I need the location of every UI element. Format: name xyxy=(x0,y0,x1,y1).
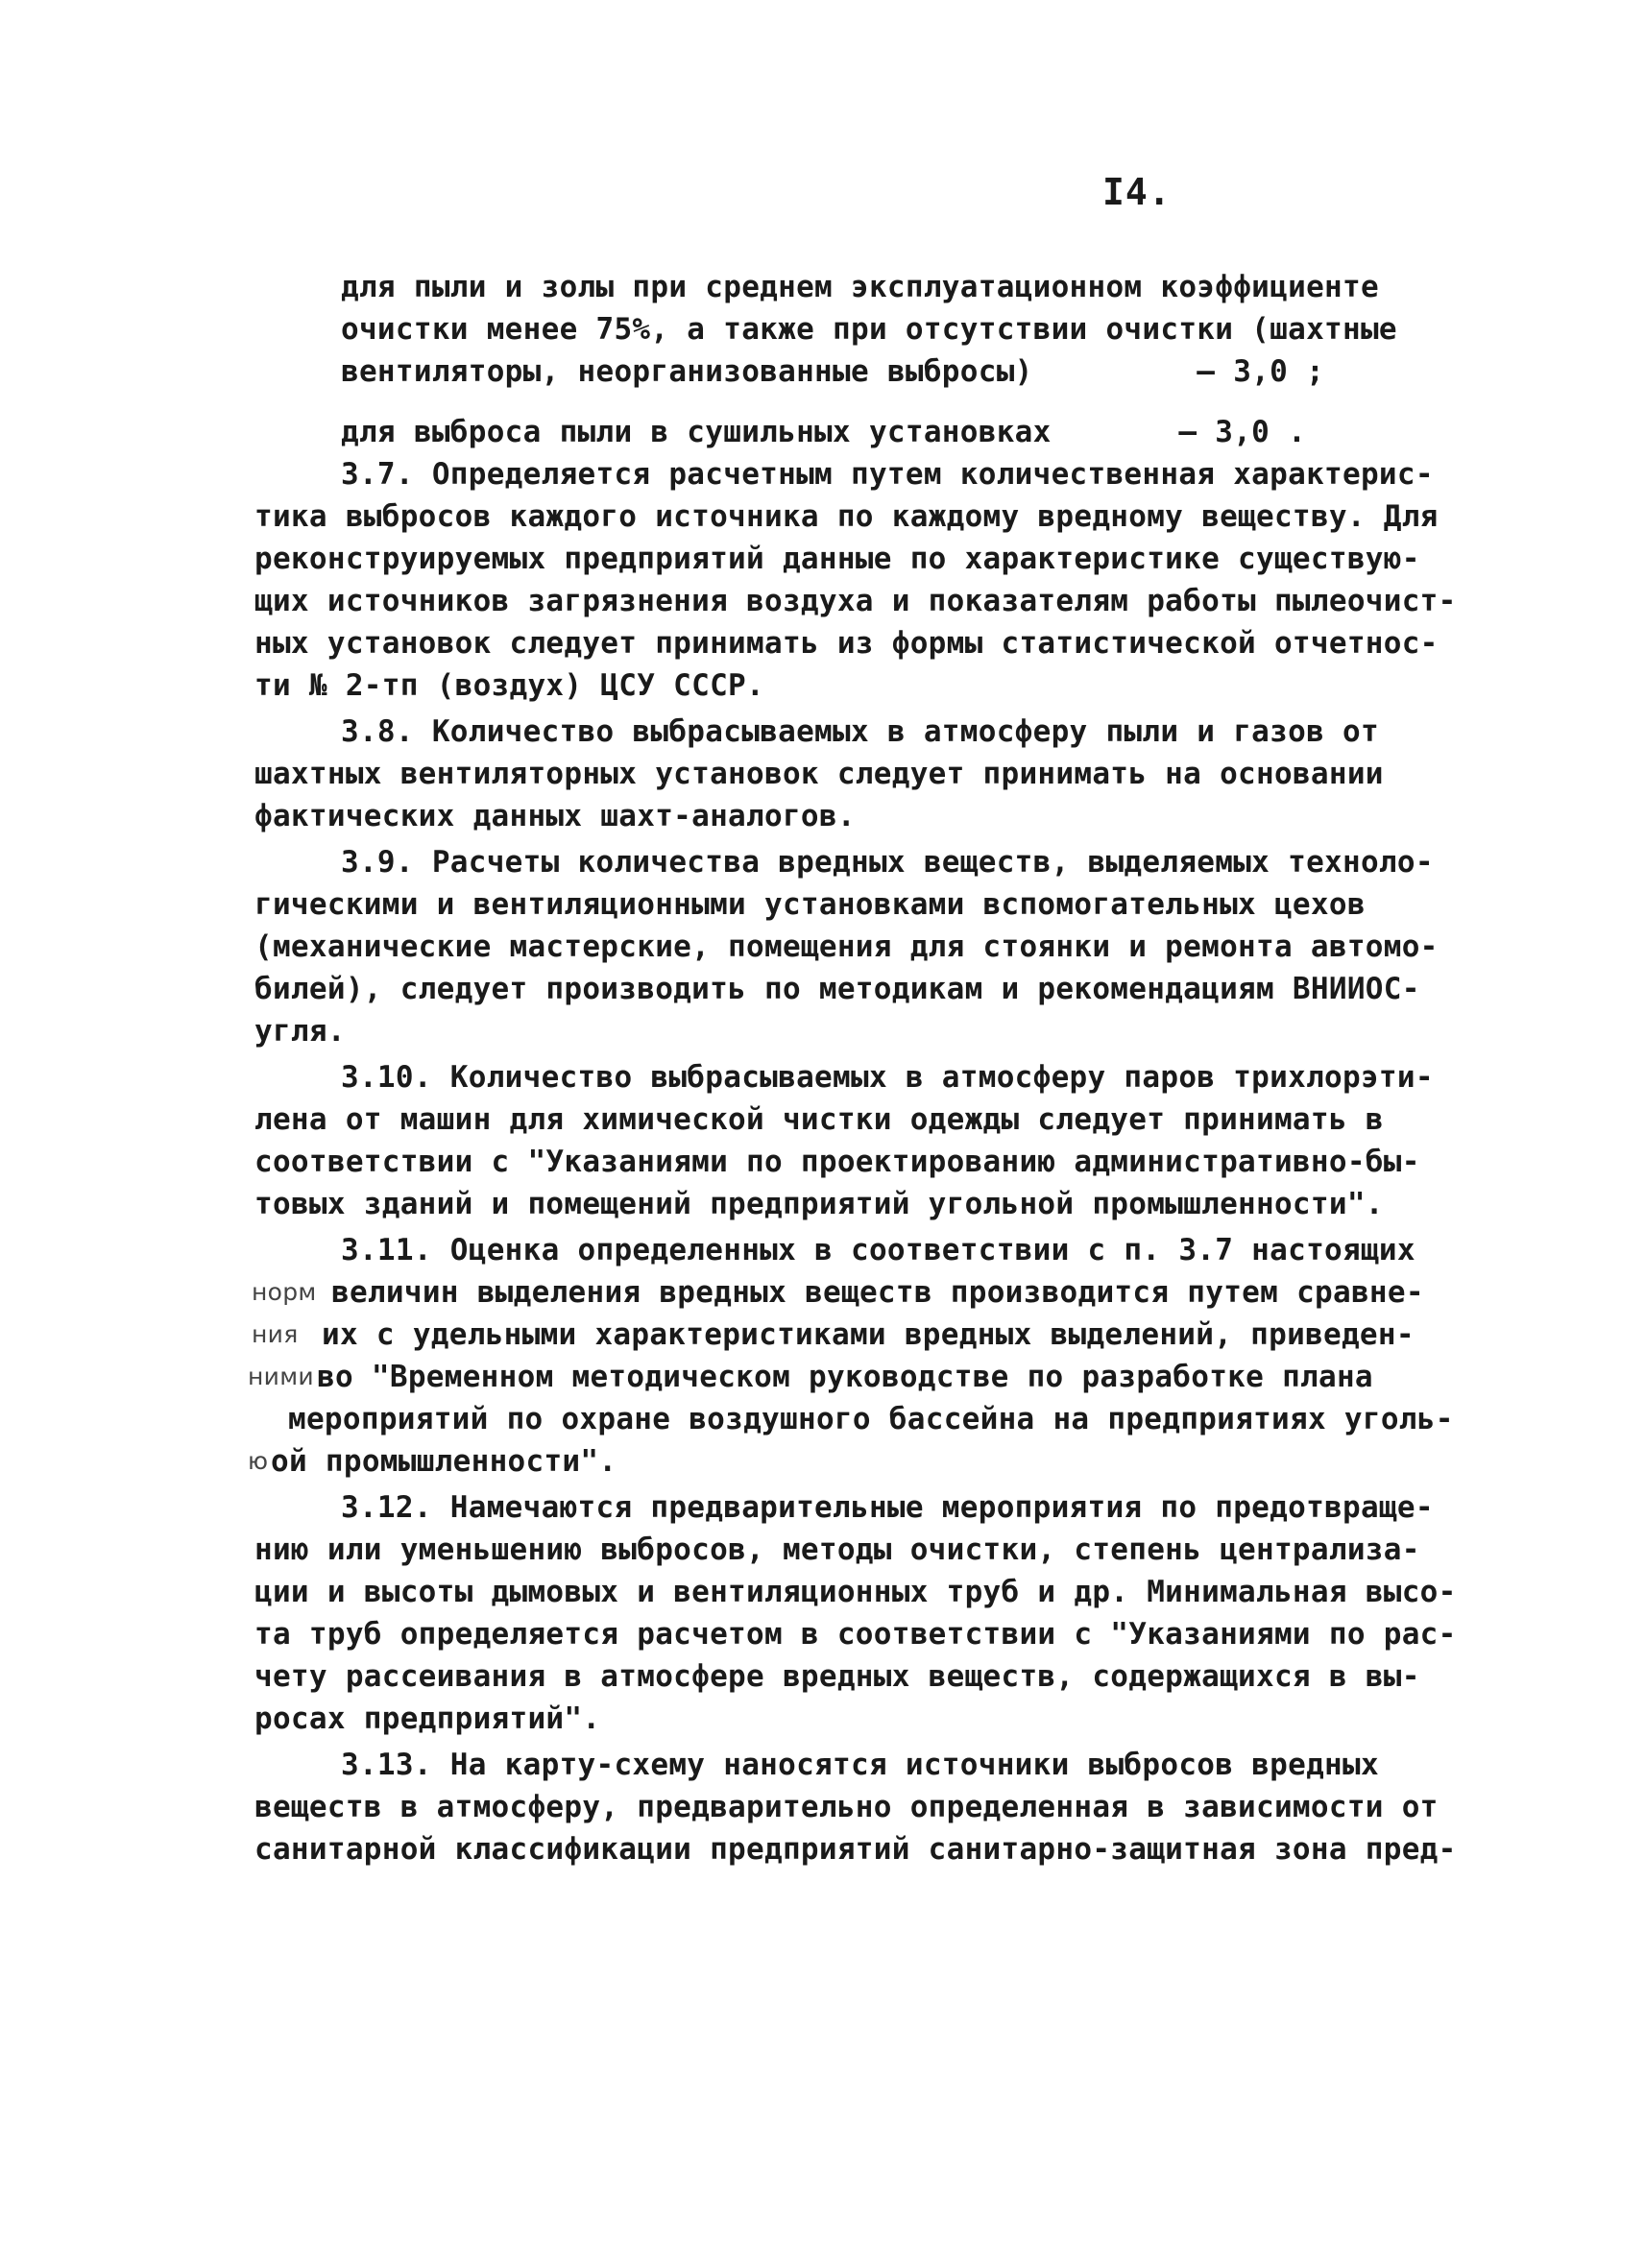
text-line: щих источников загрязнения воздуха и показателям работы пылеочист- xyxy=(254,584,1457,618)
text-line: реконструируемых предприятий данные по характеристике существую- xyxy=(254,542,1420,576)
text-line: чету рассеивания в атмосфере вредных веществ, содержащихся в вы- xyxy=(254,1659,1420,1694)
text-line: угля. xyxy=(254,1014,346,1049)
text-line: 3.11. Оценка определенных в соответствии с п. 3.7 настоящих xyxy=(341,1233,1415,1267)
text-line: 3.10. Количество выбрасываемых в атмосферу паров трихлорэти- xyxy=(341,1060,1434,1095)
text-line: нию или уменьшению выбросов, методы очистки, степень централиза- xyxy=(254,1532,1420,1567)
text-line: билей), следует производить по методикам и рекомендациям ВНИИОС- xyxy=(254,972,1420,1006)
text-line: соответствии с "Указаниями по проектированию административно-бы- xyxy=(254,1145,1420,1179)
text-line: 3.13. На карту-схему наносятся источники выбросов вредных xyxy=(341,1748,1379,1782)
text-line: очистки менее 75%, а также при отсутствии очистки (шахтные xyxy=(341,312,1397,347)
text-line: во "Временном методическом руководстве по разработке плана xyxy=(317,1360,1373,1394)
text-line: их с удельными характеристиками вредных выделений, приведен- xyxy=(322,1317,1415,1352)
text-line: ции и высоты дымовых и вентиляционных труб и др. Минимальная высо- xyxy=(254,1575,1457,1609)
margin-note: ния xyxy=(252,1320,299,1348)
text-line: для пыли и золы при среднем эксплуатационном коэффициенте xyxy=(341,270,1379,304)
text-line: гическими и вентиляционными установками вспомогательных цехов xyxy=(254,887,1366,922)
margin-note: ними xyxy=(248,1363,314,1390)
text-line: величин выделения вредных веществ производится путем сравне- xyxy=(331,1275,1424,1310)
text-line: тика выбросов каждого источника по каждому вредному веществу. Для xyxy=(254,499,1439,534)
margin-note: норм xyxy=(252,1278,317,1306)
text-line: ных установок следует принимать из формы статистической отчетнос- xyxy=(254,626,1439,661)
text-line: фактических данных шахт-аналогов. xyxy=(254,799,856,833)
text-line: веществ в атмосферу, предварительно определенная в зависимости от xyxy=(254,1790,1439,1824)
text-line: лена от машин для химической чистки одежды следует принимать в xyxy=(254,1102,1384,1137)
text-line: 3.7. Определяется расчетным путем количественная характерис- xyxy=(341,457,1434,492)
text-line: ти № 2-тп (воздух) ЦСУ СССР. xyxy=(254,668,764,703)
text-line: шахтных вентиляторных установок следует принимать на основании xyxy=(254,757,1384,791)
text-line: мероприятий по охране воздушного бассейна на предприятиях уголь- xyxy=(288,1402,1454,1436)
text-line: вентиляторы, неорганизованные выбросы) – 3,0 ; xyxy=(341,354,1325,389)
text-line: росах предприятий". xyxy=(254,1701,601,1736)
text-line: товых зданий и помещений предприятий угольной промышленности". xyxy=(254,1187,1384,1221)
text-line: 3.8. Количество выбрасываемых в атмосферу пыли и газов от xyxy=(341,714,1379,749)
text-line: 3.12. Намечаются предварительные мероприятия по предотвраще- xyxy=(341,1490,1434,1525)
page-number: I4. xyxy=(1102,171,1172,213)
text-line: (механические мастерские, помещения для стоянки и ремонта автомо- xyxy=(254,929,1439,964)
text-line: 3.9. Расчеты количества вредных веществ, выделяемых техноло- xyxy=(341,845,1434,880)
text-line: санитарной классификации предприятий санитарно-защитная зона пред- xyxy=(254,1832,1457,1867)
text-line: ой промышленности". xyxy=(271,1444,617,1479)
text-line: для выброса пыли в сушильных установках – 3,0 . xyxy=(341,415,1307,449)
text-line: та труб определяется расчетом в соответствии с "Указаниями по рас- xyxy=(254,1617,1457,1652)
margin-note: ю xyxy=(248,1447,269,1475)
